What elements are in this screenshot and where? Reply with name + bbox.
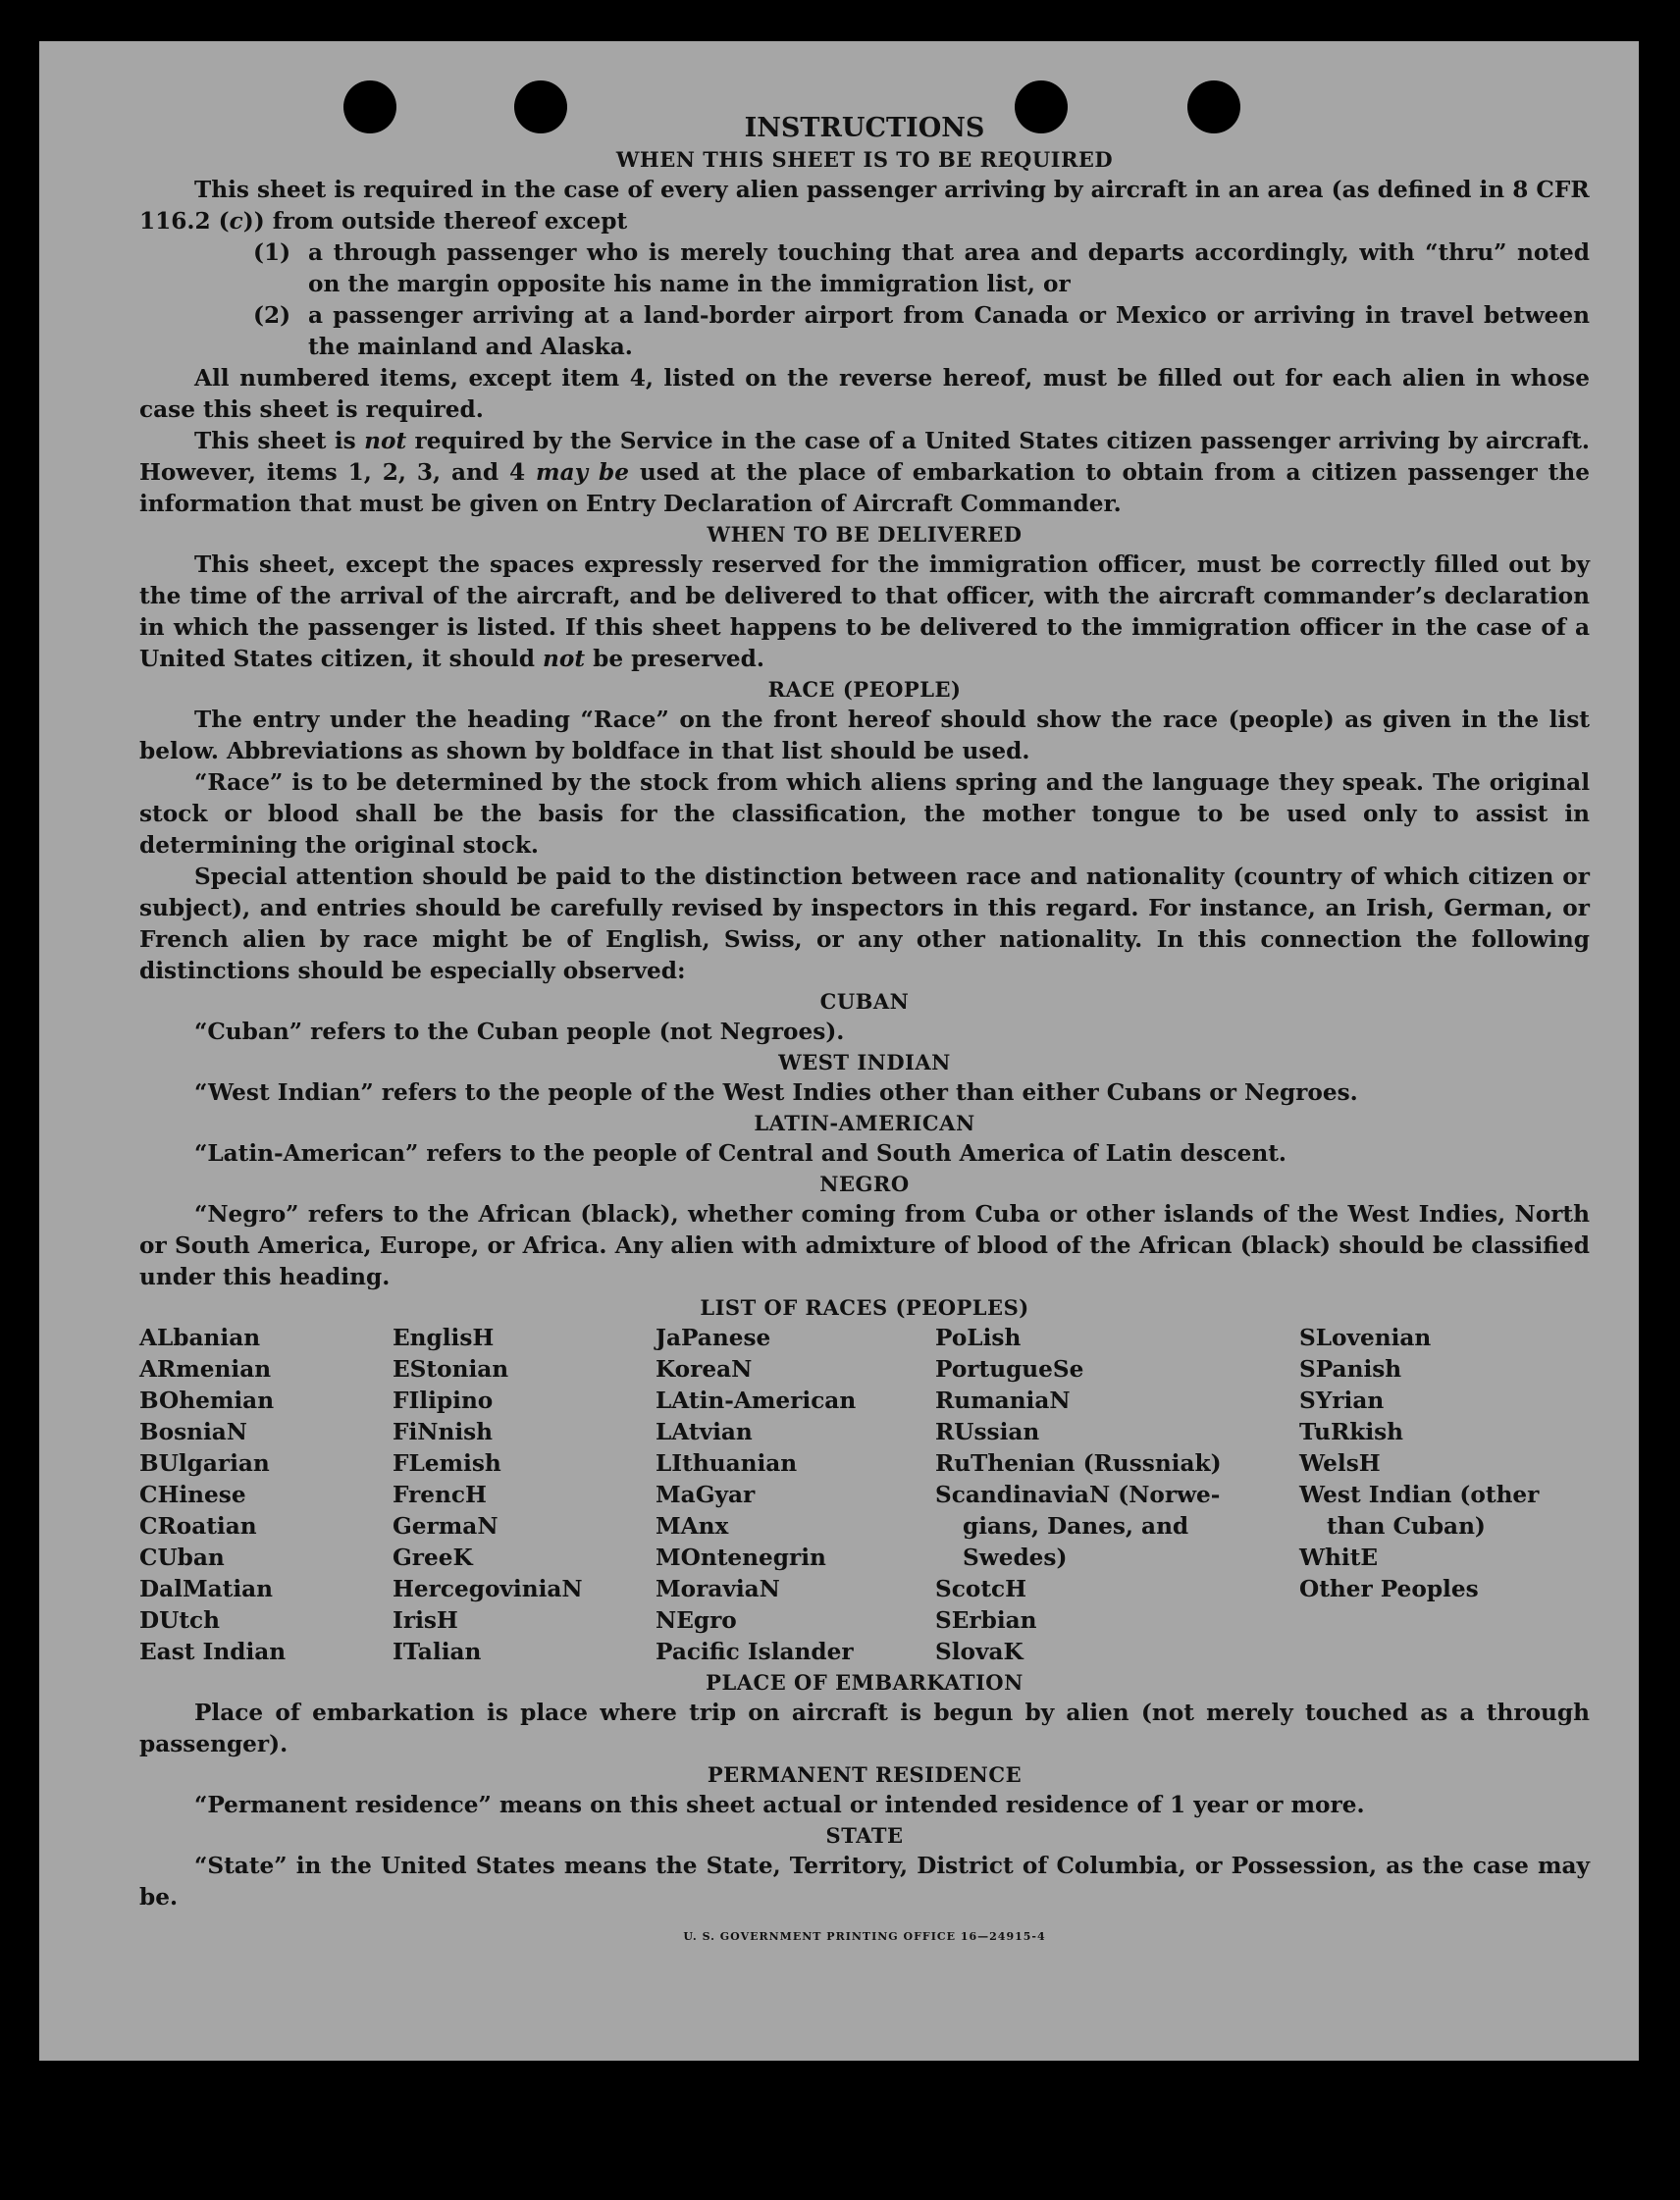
race-entry: PoLish <box>935 1325 1022 1351</box>
race-entry: NEgro <box>656 1607 737 1634</box>
heading-embarkation: PLACE OF EMBARKATION <box>706 1670 1024 1695</box>
race-entry: ARmenian <box>139 1356 272 1383</box>
cuban-text: “Cuban” refers to the Cuban people (not Negroes). <box>194 1019 845 1045</box>
race-entry: LAtvian <box>656 1419 753 1445</box>
heading-latin-american: LATIN-AMERICAN <box>754 1111 975 1135</box>
heading-when-required: WHEN THIS SHEET IS TO BE REQUIRED <box>615 147 1114 172</box>
race-entry: IrisH <box>393 1607 458 1634</box>
citizen-paragraph <box>139 426 1590 520</box>
race-entry: BosniaN <box>139 1419 248 1445</box>
race-entry: RumaniaN <box>935 1388 1071 1414</box>
heading-cuban: CUBAN <box>819 989 910 1014</box>
race-entry: WelsH <box>1299 1450 1381 1477</box>
race-entry: SYrian <box>1299 1388 1385 1414</box>
race-entry: SLovenian <box>1299 1325 1432 1351</box>
exception-item-2 <box>139 300 1590 363</box>
exception-item-1 <box>139 237 1590 300</box>
embarkation-text: Place of embarkation is place where trip on aircraft is begun by alien (not merely touched as a through passenger). <box>139 1700 1590 1757</box>
page-title: INSTRUCTIONS <box>744 113 985 143</box>
race-paragraph-2: “Race” is to be determined by the stock from which aliens spring and the language they speak. The original stock or blood shall be the basis for the classification, the mother tongue to be used only to assist in determining the original stock. <box>139 769 1590 859</box>
race-entry: RUssian <box>935 1419 1040 1445</box>
race-entry: GermaN <box>393 1513 499 1540</box>
races-column-5b <box>1299 1511 1590 1543</box>
delivered-text-b: be preserved. <box>585 646 764 672</box>
race-entry: FIlipino <box>393 1388 494 1414</box>
race-entry: WhitE <box>1299 1545 1379 1571</box>
race-entry: LIthuanian <box>656 1450 798 1477</box>
races-column-2 <box>393 1323 656 1668</box>
race-paragraph-1: The entry under the heading “Race” on the front hereof should show the race (people) as given in the list below. Abbreviations as shown by boldface in that list should be used. <box>139 707 1590 764</box>
race-entry: ScotcH <box>935 1576 1027 1602</box>
races-column-4b <box>935 1511 1299 1574</box>
heading-race: RACE (PEOPLE) <box>767 677 962 702</box>
heading-negro: NEGRO <box>819 1172 910 1196</box>
races-column-1 <box>139 1323 393 1668</box>
race-entry: JaPanese <box>656 1325 771 1351</box>
item-number: (1) <box>253 239 291 266</box>
race-entry: ScandinaviaN (Norwe- <box>935 1482 1221 1508</box>
residence-text: “Permanent residence” means on this sheet actual or intended residence of 1 year or more. <box>194 1792 1365 1818</box>
race-entry: SPanish <box>1299 1356 1402 1383</box>
state-text: “State” in the United States means the State, Territory, District of Columbia, or Possession, as the case may be. <box>139 1853 1590 1911</box>
races-column-3 <box>656 1323 935 1668</box>
race-entry: SErbian <box>935 1607 1037 1634</box>
race-entry: MoraviaN <box>656 1576 780 1602</box>
citizen-maybe: may be <box>536 459 629 486</box>
race-entry: gians, Danes, and <box>963 1513 1189 1540</box>
race-entry: MaGyar <box>656 1482 756 1508</box>
races-column-5 <box>1299 1323 1590 1668</box>
race-entry: Other Peoples <box>1299 1576 1479 1602</box>
race-entry: PortugueSe <box>935 1356 1084 1383</box>
race-entry: HercegoviniaN <box>393 1576 583 1602</box>
intro-line2a: 116.2 ( <box>139 208 230 235</box>
races-column-5c <box>1299 1543 1590 1605</box>
instructions-content <box>139 112 1590 1953</box>
latin-american-text: “Latin-American” refers to the people of Central and South America of Latin descent. <box>194 1140 1286 1167</box>
races-column-4c <box>935 1574 1299 1668</box>
document-sheet <box>39 41 1639 2061</box>
heading-list-of-races: LIST OF RACES (PEOPLES) <box>700 1295 1029 1320</box>
item-number: (2) <box>253 302 291 329</box>
race-entry: ALbanian <box>139 1325 261 1351</box>
race-entry: DUtch <box>139 1607 221 1634</box>
citizen-text-a: This sheet is <box>194 428 365 454</box>
race-entry: MAnx <box>656 1513 729 1540</box>
race-entry: CHinese <box>139 1482 246 1508</box>
race-entry: CRoatian <box>139 1513 257 1540</box>
races-list <box>139 1323 1590 1668</box>
race-entry: CUban <box>139 1545 225 1571</box>
race-entry: West Indian (other <box>1299 1482 1540 1508</box>
negro-text: “Negro” refers to the African (black), whether coming from Cuba or other islands of the West Indies, North or South America, Europe, or Africa. Any alien with admixture of blood of the African (black) should be classified under this heading. <box>139 1201 1590 1290</box>
races-column-5a <box>1299 1323 1590 1511</box>
item-text: a passenger arriving at a land-border airport from Canada or Mexico or arriving in travel between the mainland and Alaska. <box>308 302 1590 360</box>
race-entry: SlovaK <box>935 1639 1024 1665</box>
citizen-text-c: used at the place of embarkation to obtain from a citizen passenger the information that must be given on Entry Declaration of Aircraft Commander. <box>139 459 1590 517</box>
race-entry: DalMatian <box>139 1576 274 1602</box>
race-entry: BOhemian <box>139 1388 275 1414</box>
race-entry: than Cuban) <box>1327 1513 1486 1540</box>
intro-line1: This sheet is required in the case of every alien passenger arriving by aircraft in an area (as defined in 8 CFR <box>194 177 1590 203</box>
heading-when-delivered: WHEN TO BE DELIVERED <box>707 522 1023 547</box>
races-column-4 <box>935 1323 1299 1668</box>
race-entry: FLemish <box>393 1450 501 1477</box>
heading-permanent-residence: PERMANENT RESIDENCE <box>707 1762 1023 1787</box>
printing-office-footer: U. S. GOVERNMENT PRINTING OFFICE 16—24915-4 <box>683 1930 1046 1943</box>
race-entry: EnglisH <box>393 1325 495 1351</box>
west-indian-text: “West Indian” refers to the people of the West Indies other than either Cubans or Negroes. <box>194 1079 1358 1106</box>
race-entry: KoreaN <box>656 1356 753 1383</box>
race-paragraph-3: Special attention should be paid to the distinction between race and nationality (country of which citizen or subject), and entries should be carefully revised by inspectors in this regard. For instance, an Irish, German, or French alien by race might be of English, Swiss, or any other nationality. In this connection the following distinctions should be especially observed: <box>139 864 1590 984</box>
citizen-not: not <box>364 428 407 454</box>
race-entry: FrencH <box>393 1482 487 1508</box>
intro-line2 <box>139 206 1590 237</box>
intro-paragraph <box>139 175 1590 206</box>
citizen-text-b: required by the Service in the case of a United States citizen passenger arriving by aircraft. However, items 1, 2, 3, and 4 <box>139 428 1591 486</box>
race-entry: BUlgarian <box>139 1450 270 1477</box>
race-entry: GreeK <box>393 1545 473 1571</box>
race-entry: FiNnish <box>393 1419 494 1445</box>
race-entry: LAtin-American <box>656 1388 857 1414</box>
item-text: a through passenger who is merely touching that area and departs accordingly, with “thru” noted on the margin opposite his name in the immigration list, or <box>308 239 1590 297</box>
race-entry: EStonian <box>393 1356 509 1383</box>
intro-line2c: )) from outside thereof except <box>242 208 628 235</box>
numbered-items-paragraph: All numbered items, except item 4, listed on the reverse hereof, must be filled out for each alien in whose case this sheet is required. <box>139 365 1590 423</box>
race-entry: ITalian <box>393 1639 482 1665</box>
races-column-4a <box>935 1323 1299 1511</box>
race-entry: TuRkish <box>1299 1419 1404 1445</box>
intro-line2-italic: c <box>229 208 243 235</box>
delivered-text-a: This sheet, except the spaces expressly reserved for the immigration officer, must be correctly filled out by the time of the arrival of the aircraft, and be delivered to that officer, with the aircraft commander’s declaration in which the passenger is listed. If this sheet happens to be delivered to the immigration officer in the case of a United States citizen, it should <box>139 551 1590 672</box>
delivered-not: not <box>543 646 586 672</box>
delivered-paragraph <box>139 550 1590 675</box>
race-entry: Swedes) <box>963 1545 1068 1571</box>
race-entry: MOntenegrin <box>656 1545 826 1571</box>
heading-west-indian: WEST INDIAN <box>778 1050 951 1074</box>
race-entry: Pacific Islander <box>656 1639 854 1665</box>
race-entry: RuThenian (Russniak) <box>935 1450 1222 1477</box>
heading-state: STATE <box>825 1823 904 1848</box>
race-entry: East Indian <box>139 1639 287 1665</box>
